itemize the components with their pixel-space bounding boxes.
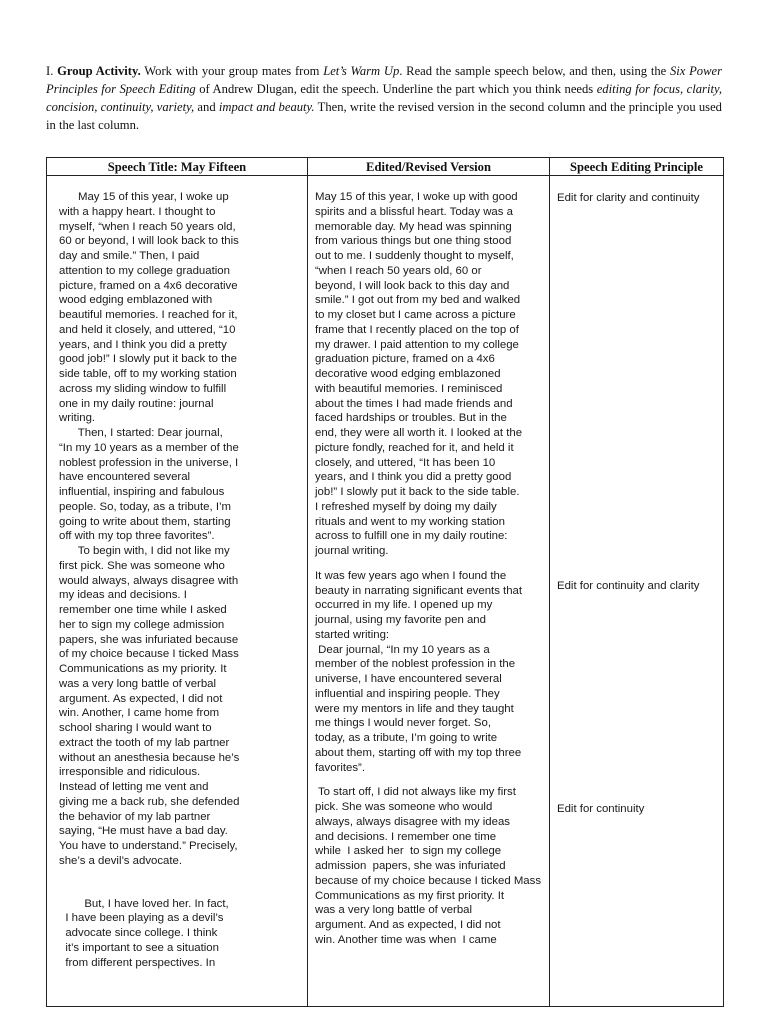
principles-column [550,176,723,1006]
text-line: beauty in narrating significant events that [315,584,523,597]
text-line: one in my daily routine: journal [59,397,214,410]
text-line: win. Another, I came home from [59,707,220,720]
text-line: I have been playing as a devil’s [59,912,224,925]
text-line: day and smile.” Then, I paid [59,250,200,262]
instruction-text: of Andrew Dlugan, edit the speech. Underline the part which you think needs [195,82,594,96]
text-line: attention to my college graduation [59,264,230,277]
text-line: wood edging emblazoned with [59,294,213,307]
text-line: To start off, I did not always like my first [315,786,516,799]
activity-number: I. [46,64,54,78]
original-speech-cell [47,176,308,1007]
instruction-text: second column and the principle you used in the last column. [46,100,722,132]
text-line: writing. [59,412,96,425]
text-line: Instead of letting me vent and [59,781,209,793]
text-line: myself, “when I reach 50 years old, [59,220,236,233]
warm-up-reference: Let’s Warm Up [323,64,400,78]
text-line: memorable day. My head was spinning [315,220,512,233]
text-line: going to write about them, starting [59,515,231,528]
text-line: But, I have loved her. In fact, [59,897,229,910]
text-line: across to fulfill one in my daily routine: [315,530,508,543]
text-line: Then, I started: Dear journal, [59,427,223,439]
text-line: argument. As expected, I did not [59,692,223,705]
text-line: argument. And as expected, I did not [315,919,501,931]
editing-principle-cell [550,176,724,1007]
text-line: while I asked her to sign my college [315,845,502,858]
text-line: was a very long battle of verbal [315,904,473,917]
principles-title: Six Power Principles for Speech Editing [46,64,722,96]
text-line: rituals and went to my working station [315,515,505,528]
revised-version-text [308,176,549,948]
text-line: started writing: [315,628,390,641]
revised-paragraph-1 [315,190,549,559]
header-revised-version: Edited/Revised Version [308,158,550,176]
text-line: and decisions. I remember one time [315,830,497,843]
table-row [47,176,724,1007]
text-line: win. Another time was when I came [315,933,497,946]
text-line: have encountered several [59,471,191,484]
text-line: Communications as my priority. It [59,663,227,675]
text-line: pick. She was someone who would [315,801,493,813]
text-line: You have to understand.” Precisely, [59,840,238,852]
header-editing-principle: Speech Editing Principle [550,158,724,176]
header-speech-title: Speech Title: May Fifteen [47,158,308,176]
text-line: faced hardships or troubles. But in the [315,412,507,425]
text-line: noblest profession in the universe, I [59,456,239,469]
text-line: from different perspectives. In [59,956,216,969]
text-line: always, always disagree with my ideas [315,815,510,828]
text-line: across my sliding window to fulfill [59,382,227,395]
text-line: May 15 of this year, I woke up [59,191,229,203]
text-line: it’s important to see a situation [59,941,219,954]
text-line: picture, framed on a 4x6 decorative [59,279,238,292]
text-line: without an anesthesia because he’s [59,751,240,764]
text-line: beyond, I will look back to this day and [315,279,510,292]
revised-paragraph-3 [315,785,549,947]
text-line: were my mentors in life and they taught [315,702,514,715]
text-line: journal writing. [315,545,389,557]
text-line: Communications as my first priority. It [315,889,505,902]
text-line: with beautiful memories. I reminisced [315,382,503,395]
text-line: job!” I slowly put it back to the side table. [315,486,520,498]
text-line: influential, inspiring and fabulous [59,486,225,498]
text-line: about them, starting off with my top three [315,746,522,759]
instruction-text: Work with your group mates from [144,64,320,78]
text-line: years, and I think you did a pretty good [315,471,512,484]
text-line: of my choice because I ticked Mass [59,648,239,661]
text-line: occurred in my life. I opened up my [315,599,493,612]
activity-heading: Group Activity. [57,64,141,78]
text-line: her to sign my college admission [59,618,225,631]
text-line: It was few years ago when I found the [315,569,507,582]
impact-beauty: impact and beauty. [218,100,315,114]
text-line: saying, “He must have a bad day. [59,825,228,838]
text-line: would always, always disagree with [59,574,239,587]
text-line: first pick. She was someone who [59,559,225,572]
text-line: “when I reach 50 years old, 60 or [315,264,482,277]
text-line: to my closet but I came across a picture [315,309,516,321]
text-line: was a very long battle of verbal [59,677,217,690]
text-line: beautiful memories. I reached for it, [59,309,238,321]
text-line: frame that I recently placed on the top of [315,323,519,336]
text-line: Dear journal, “In my 10 years as a [315,643,490,656]
text-line: “In my 10 years as a member of the [59,441,239,454]
text-line: people. So, today, as a tribute, I’m [59,500,232,513]
speech-editing-table [46,157,724,1007]
principle-1: Edit for clarity and continuity [557,192,700,204]
text-line: me things I would never forget. So, [315,717,492,730]
text-line: about the times I had made friends and [315,397,513,410]
text-line: graduation picture, framed on a 4x6 [315,353,495,366]
principle-2: Edit for continuity and clarity [557,580,700,592]
text-line: off with my top three favorites”. [59,530,215,543]
text-line: extract the tooth of my lab partner [59,736,230,749]
text-line: from various things but one thing stood [315,235,512,248]
text-line: admission papers, she was infuriated [315,860,506,872]
text-line: member of the noblest profession in the [315,658,516,671]
text-line: smile.” I got out from my bed and walked [315,294,521,307]
text-line: journal, using my favorite pen and [315,614,486,626]
instruction-text: Then, write the revised version in the [314,100,507,114]
text-line: 60 or beyond, I will look back to this [59,235,239,248]
text-line: decorative wood edging emblazoned [315,368,501,380]
instruction-text: and [194,100,219,114]
text-line: my ideas and decisions. I [59,589,187,602]
text-line: irresponsible and ridiculous. [59,766,201,779]
text-line: today, as a tribute, I’m going to write [315,732,498,744]
text-line: influential and inspiring people. They [315,687,500,700]
text-line: closely, and uttered, “It has been 10 [315,456,496,469]
text-line: the behavior of my lab partner [59,810,211,823]
text-line: years, and I think you did a pretty [59,338,227,351]
text-line: end, they were all worth it. I looked at the [315,427,523,439]
text-line: papers, she was infuriated because [59,633,239,646]
text-line: picture fondly, reached for it, and held it [315,441,514,454]
table-header-row [47,158,724,176]
text-line: spirits and a blissful heart. Today was a [315,205,513,218]
text-line: May 15 of this year, I woke up with good [315,191,518,203]
text-line: because of my choice because I ticked Mass [315,874,542,887]
text-line: she’s a devil’s advocate. [59,854,183,867]
text-line: universe, I have encountered several [315,673,502,685]
text-line: To begin with, I did not like my [59,545,230,557]
text-line: advocate since college. I think [59,927,218,939]
text-line: remember one time while I asked [59,604,227,616]
text-line: side table, off to my working station [59,368,237,380]
text-line: favorites”. [315,761,366,774]
instruction-text: . Read the sample speech below, and then, using the [399,64,667,78]
text-line: good job!” I slowly put it back to the [59,353,237,366]
text-line: and held it closely, and uttered, “10 [59,323,236,336]
text-line: my drawer. I paid attention to my college [315,338,519,351]
text-line: school sharing I would want to [59,722,212,734]
principle-3: Edit for continuity [557,803,645,815]
revised-paragraph-2 [315,569,549,776]
text-line: with a happy heart. I thought to [59,205,216,218]
original-speech-text [47,176,307,970]
revised-version-cell [308,176,550,1007]
text-line: I refreshed myself by doing my daily [315,500,497,513]
text-line: giving me a back rub, she defended [59,795,240,808]
text-line: out to me. I suddenly thought to myself, [315,250,514,262]
editing-list: editing for focus, clarity, concision, continuity, variety, [46,82,722,114]
instructions-paragraph [46,62,722,134]
